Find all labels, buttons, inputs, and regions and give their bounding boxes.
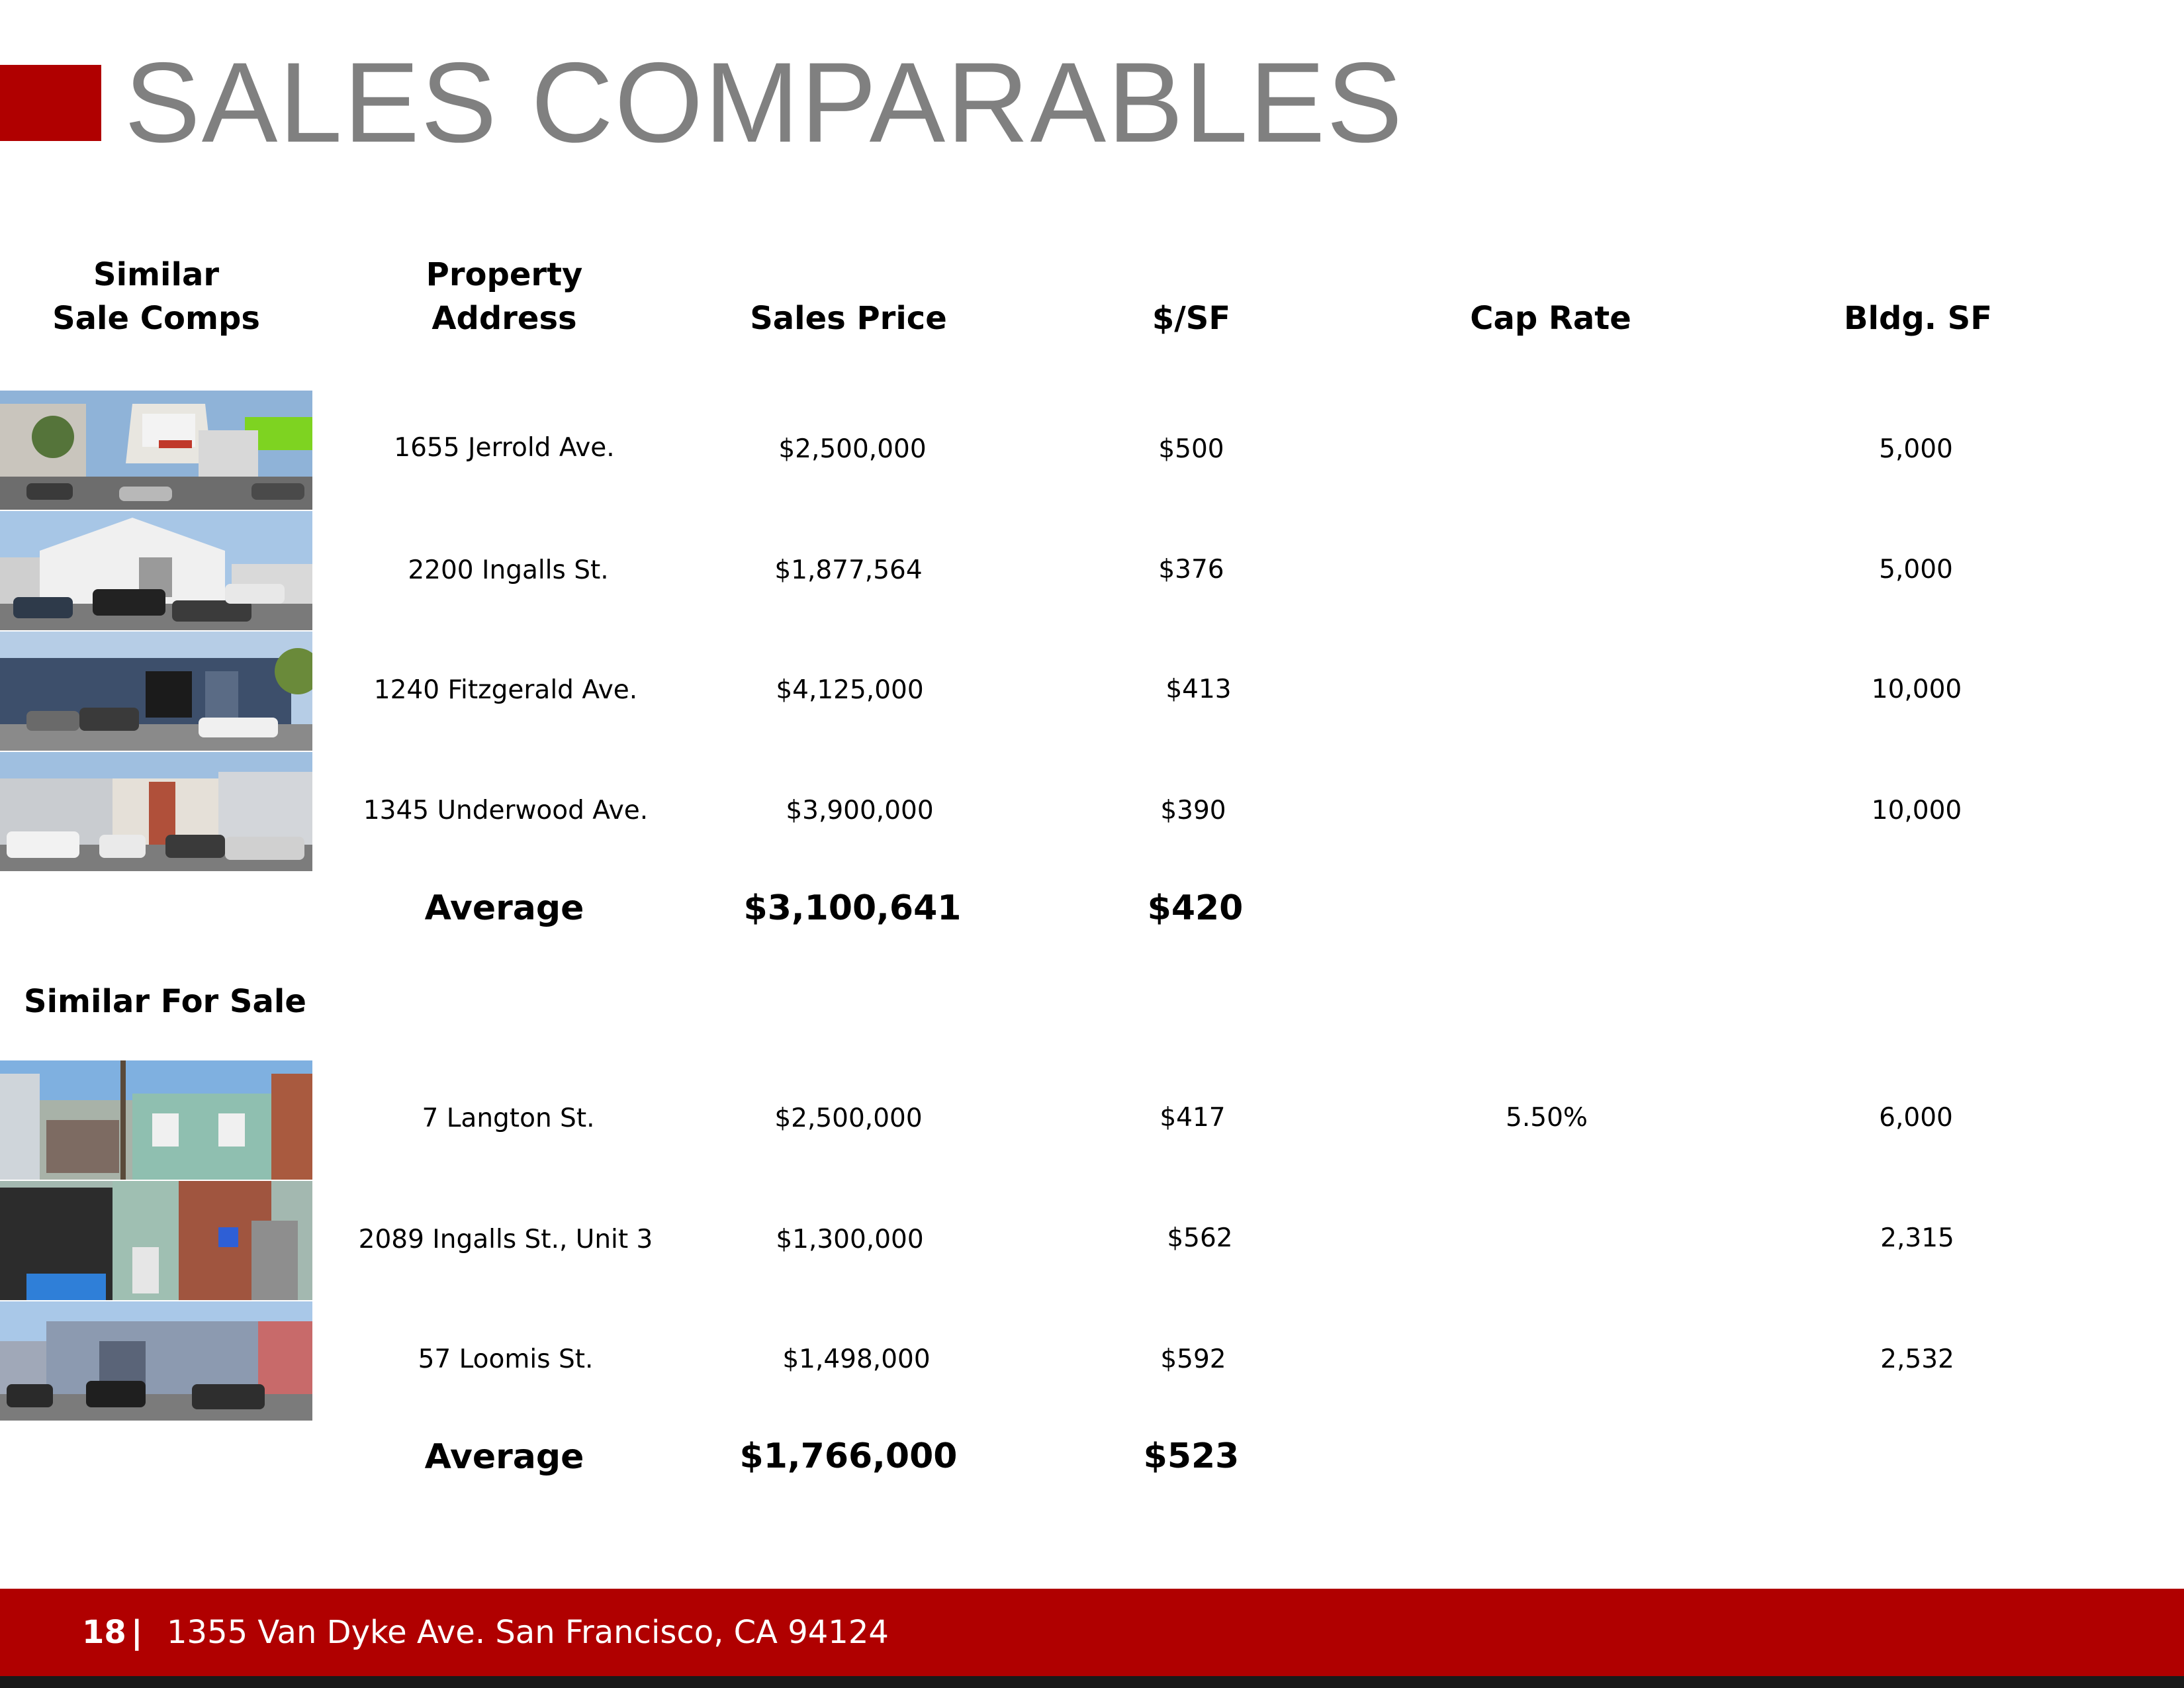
footer-bottom-rule	[0, 1676, 2184, 1688]
sale-comps-average-price: $3,100,641	[743, 888, 962, 928]
for-sale-2-address: 2089 Ingalls St., Unit 3	[358, 1225, 653, 1254]
header-similar-sale-comps: Similar Sale Comps	[52, 256, 260, 337]
header-bldg-sf: Bldg. SF	[1843, 300, 1993, 337]
sale-comps-average-psf: $420	[1147, 888, 1244, 928]
comp-1-sf: 5,000	[1879, 434, 1953, 464]
sale-comps-average-label: Average	[424, 888, 584, 928]
for-sale-1-sf: 6,000	[1879, 1103, 1953, 1133]
header-price-per-sf: $/SF	[1152, 300, 1231, 337]
comp-3-sf: 10,000	[1871, 675, 1962, 704]
for-sale-3-sf: 2,532	[1880, 1344, 1954, 1374]
for-sale-2-price: $1,300,000	[776, 1225, 924, 1254]
page-number: 18	[82, 1614, 126, 1651]
for-sale-1-price: $2,500,000	[774, 1103, 923, 1133]
comp-2-price: $1,877,564	[774, 555, 923, 585]
for-sale-2-psf: $562	[1167, 1223, 1233, 1253]
footer-address: 1355 Van Dyke Ave. San Francisco, CA 94124	[167, 1614, 889, 1651]
for-sale-average-psf: $523	[1143, 1436, 1240, 1476]
for-sale-3-price: $1,498,000	[782, 1344, 931, 1374]
page-title: SALES COMPARABLES	[124, 39, 1404, 166]
comp-4-address: 1345 Underwood Ave.	[363, 796, 649, 825]
comp-4-price: $3,900,000	[786, 796, 934, 825]
for-sale-3-psf: $592	[1160, 1344, 1226, 1374]
comp-2-sf: 5,000	[1879, 555, 1953, 585]
comp-photo-1240-fitzgerald	[0, 632, 312, 751]
for-sale-1-psf: $417	[1160, 1103, 1226, 1133]
comp-1-psf: $500	[1158, 434, 1224, 464]
for-sale-average-price: $1,766,000	[739, 1436, 958, 1476]
for-sale-photo-57-loomis	[0, 1301, 312, 1421]
title-accent-block	[0, 65, 101, 141]
for-sale-photo-7-langton	[0, 1060, 312, 1180]
comp-3-price: $4,125,000	[776, 675, 924, 705]
footer-separator: |	[131, 1614, 143, 1651]
header-cap-rate: Cap Rate	[1470, 300, 1631, 337]
comp-2-psf: $376	[1158, 555, 1224, 585]
comp-3-address: 1240 Fitzgerald Ave.	[373, 675, 638, 705]
comp-4-sf: 10,000	[1871, 796, 1962, 825]
comp-2-address: 2200 Ingalls St.	[408, 555, 609, 585]
for-sale-3-address: 57 Loomis St.	[418, 1344, 594, 1374]
comp-photo-1655-jerrold	[0, 391, 312, 510]
comp-1-price: $2,500,000	[778, 434, 927, 464]
comp-3-psf: $413	[1165, 675, 1232, 704]
for-sale-2-sf: 2,315	[1880, 1223, 1954, 1253]
for-sale-photo-2089-ingalls	[0, 1181, 312, 1300]
for-sale-1-cap: 5.50%	[1506, 1103, 1588, 1133]
section-similar-for-sale: Similar For Sale	[24, 983, 306, 1020]
for-sale-average-label: Average	[424, 1437, 584, 1477]
for-sale-1-address: 7 Langton St.	[422, 1103, 595, 1133]
comp-photo-2200-ingalls	[0, 511, 312, 630]
header-sales-price: Sales Price	[750, 300, 947, 337]
header-property-address: Property Address	[426, 256, 583, 337]
comp-4-psf: $390	[1160, 796, 1226, 825]
comp-photo-1345-underwood	[0, 752, 312, 871]
comp-1-address: 1655 Jerrold Ave.	[394, 433, 615, 463]
